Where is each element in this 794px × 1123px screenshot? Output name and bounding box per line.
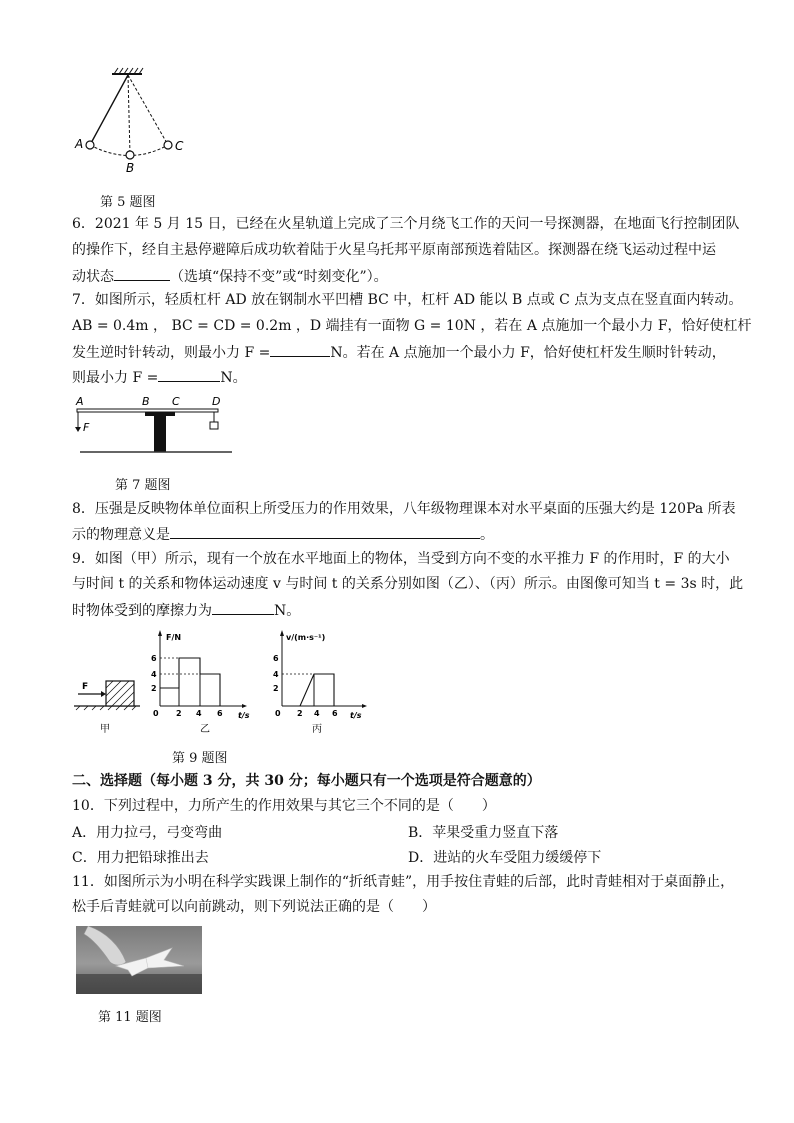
svg-text:6: 6 <box>332 709 338 718</box>
q9-line-3: 时物体受到的摩擦力为 N。 <box>72 600 300 621</box>
paper-frog-photo <box>76 926 202 994</box>
svg-text:0: 0 <box>275 709 281 718</box>
svg-text:F: F <box>83 421 90 434</box>
block <box>106 681 134 706</box>
label-c: C <box>175 139 184 153</box>
q10-option-d[interactable]: D．进站的火车受阻力缓缓停下 <box>408 850 602 866</box>
lever-figure <box>72 394 232 466</box>
svg-text:D: D <box>212 395 221 408</box>
q6-line-1: 6．2021 年 5 月 15 日，已经在火星轨道上完成了三个月绕飞工作的天问一号探测器，在地面飞行控制团队 <box>72 216 740 232</box>
q9-line-2: 与时间 t 的关系和物体运动速度 v 与时间 t 的关系分别如图（乙）、（丙）所示。由图像可知当 t = 3s 时，此 <box>72 576 744 592</box>
svg-text:2: 2 <box>176 709 182 718</box>
svg-text:A: A <box>76 395 84 408</box>
q10-option-b[interactable]: B．苹果受重力竖直下落 <box>408 825 559 841</box>
q8-line-2: 示的物理意义是 。 <box>72 524 494 545</box>
svg-text:丙: 丙 <box>312 724 322 735</box>
q6-answer-blank[interactable] <box>114 266 170 281</box>
svg-text:6: 6 <box>151 654 157 663</box>
bob-a <box>86 141 94 149</box>
figure-11-caption: 第 11 题图 <box>98 1010 162 1025</box>
svg-text:C: C <box>172 395 180 408</box>
label-b: B <box>126 161 135 175</box>
svg-text:4: 4 <box>314 709 320 718</box>
lever-bar <box>77 409 218 412</box>
figure-5-caption: 第 5 题图 <box>100 195 156 210</box>
q10-option-a[interactable]: A．用力拉弓，弓变弯曲 <box>72 825 223 841</box>
force-velocity-figure <box>72 626 372 738</box>
q10-stem: 10．下列过程中，力所产生的作用效果与其它三个不同的是（ ） <box>72 798 496 814</box>
svg-text:4: 4 <box>151 670 157 679</box>
q7-line-2: AB = 0.4m ， BC = CD = 0.2m ，D 端挂有一面物 G = 10N ，若在 A 点施加一个最小力 F，恰好使杠杆 <box>72 318 752 334</box>
svg-text:t/s: t/s <box>238 711 250 720</box>
svg-text:乙: 乙 <box>200 724 210 735</box>
svg-text:6: 6 <box>217 709 223 718</box>
svg-text:甲: 甲 <box>100 724 110 735</box>
weight-g <box>210 422 218 429</box>
bob-b <box>126 151 134 159</box>
svg-text:2: 2 <box>151 684 157 693</box>
q11-line-1: 11．如图所示为小明在科学实践课上制作的“折纸青蛙”，用手按住青蛙的后部，此时青蛙相对于桌面静止， <box>72 874 735 890</box>
svg-text:2: 2 <box>273 684 279 693</box>
svg-text:4: 4 <box>273 670 279 679</box>
svg-text:v/(m·s⁻¹): v/(m·s⁻¹) <box>286 633 326 642</box>
section-2-title: 二、选择题（每小题 3 分，共 30 分；每小题只有一个选项是符合题意的） <box>72 773 541 789</box>
velocity-curve <box>300 674 334 706</box>
q9-line-1: 9．如图（甲）所示，现有一个放在水平地面上的物体，当受到方向不变的水平推力 F 的作用时，F 的大小 <box>72 551 730 567</box>
q7-answer-blank-1[interactable] <box>270 342 330 357</box>
svg-text:t/s: t/s <box>350 711 362 720</box>
svg-text:6: 6 <box>273 654 279 663</box>
q7-line-4: 则最小力 F = N。 <box>72 367 247 388</box>
q7-line-3: 发生逆时针转动，则最小力 F = N。若在 A 点施加一个最小力 F，恰好使杠杆发生顺时针转动， <box>72 342 726 363</box>
groove-post <box>154 416 166 452</box>
bob-c <box>164 141 172 149</box>
q6-line-2: 的操作下，经自主悬停避障后成功软着陆于火星乌托邦平原南部预选着陆区。探测器在绕飞运动过程中运 <box>72 242 716 258</box>
q7-answer-blank-2[interactable] <box>158 367 220 382</box>
q8-answer-blank[interactable] <box>170 524 480 539</box>
q6-line-3: 动状态 （选填“保持不变”或“时刻变化”）。 <box>72 266 388 287</box>
svg-text:4: 4 <box>196 709 202 718</box>
q11-line-2: 松手后青蛙就可以向前跳动，则下列说法正确的是（ ） <box>72 899 436 915</box>
pendulum-figure <box>72 66 192 178</box>
svg-text:2: 2 <box>297 709 303 718</box>
svg-text:F/N: F/N <box>166 633 182 642</box>
force-curve <box>160 658 220 706</box>
figure-9-caption: 第 9 题图 <box>172 751 228 766</box>
q7-line-1: 7．如图所示，轻质杠杆 AD 放在钢制水平凹槽 BC 中，杠杆 AD 能以 B 点或 C 点为支点在竖直面内转动。 <box>72 292 743 308</box>
figure-7-caption: 第 7 题图 <box>115 478 171 493</box>
groove-top <box>145 412 175 416</box>
q8-line-1: 8．压强是反映物体单位面积上所受压力的作用效果，八年级物理课本对水平桌面的压强大约是 120Pa 所表 <box>72 501 736 517</box>
label-a: A <box>75 137 84 151</box>
q9-answer-blank[interactable] <box>212 600 274 615</box>
q10-option-c[interactable]: C．用力把铅球推出去 <box>72 850 209 866</box>
svg-text:B: B <box>142 395 150 408</box>
svg-text:F: F <box>82 682 89 692</box>
svg-text:0: 0 <box>153 709 159 718</box>
